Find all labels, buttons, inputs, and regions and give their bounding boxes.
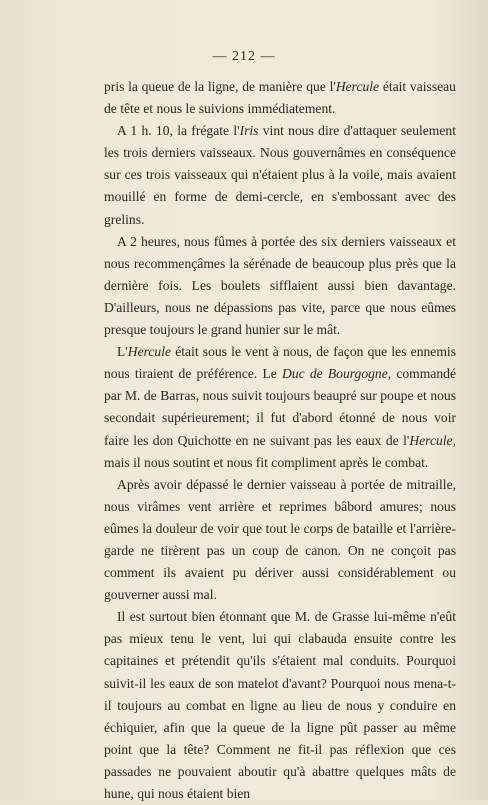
paragraph-6: Il est surtout bien étonnant que M. de Grasse lui-même n'eût pas mieux tenu le vent, lui qui clabauda ensuite contre les capitaines et prétendit qu'ils s'étaient mal conduits. Pourquoi suivit-il les eaux de son matelot d'avant? Pourquoi nous mena-t-il toujours au combat en ligne au lieu de nous y conduire en échiquier, afin que la queue de la ligne pût passer au même point que la tête? Comment ne fit-il pas réflexion que ces passades ne pouvaient aboutir qu'à abattre quelques mâts de hune, qui nous étaient bien — [104, 609, 456, 801]
text-block — [104, 76, 456, 805]
italic-name: Hercule — [335, 79, 380, 94]
paragraph-1: pris la queue de la ligne, de manière que l'Hercule était vaisseau de tête et nous le suivions immédiatement. — [104, 79, 456, 117]
paragraph-2: A 1 h. 10, la frégate l'Iris vint nous dire d'attaquer seulement les trois derniers vaisseaux. Nous gouvernâmes en conséquence sur ces trois vaisseaux qui n'étaient plus à la voile, mais avaient mouillé en forme de demi-cercle, en s'embossant avec des grelins. — [104, 123, 456, 227]
paragraph-5: Après avoir dépassé le dernier vaisseau à portée de mitraille, nous virâmes vent arrière et reprimes bâbord amures; nous eûmes la douleur de voir que tout le corps de bataille et l'arrière-garde ne tirèrent pas un coup de canon. On ne conçoit pas comment ils avaient pu dériver aussi considérablement ou gouverner aussi mal. — [104, 476, 456, 603]
italic-name: Duc de Bourgogne — [282, 366, 388, 382]
italic-name: Iris — [239, 123, 259, 139]
italic-name: Hercule — [409, 432, 453, 448]
paragraph-3: A 2 heures, nous fûmes à portée des six derniers vaisseaux et nous recommençâmes la sérénade de beaucoup plus près que la dernière fois. Les boulets sifflaient aussi bien davantage. D'ailleurs, nous ne dépassions pas vite, parce que nous eûmes presque toujours le grand hunier sur le mât. — [104, 233, 456, 338]
paragraph-4: L'Hercule était sous le vent à nous, de façon que les ennemis nous tiraient de préférence. Le Duc de Bourgogne, commandé par M. de Barras, nous suivit toujours beaupré sur poupe et nous secondait supérieurement; il fut d'abord étonné de nous voir faire les don Quichotte en ne suivant pas les eaux de l'Hercule, mais il nous soutint et nous fit compliment après le combat. — [104, 344, 456, 470]
page-number: — 212 — — [212, 49, 276, 64]
italic-name: Hercule — [127, 344, 172, 360]
